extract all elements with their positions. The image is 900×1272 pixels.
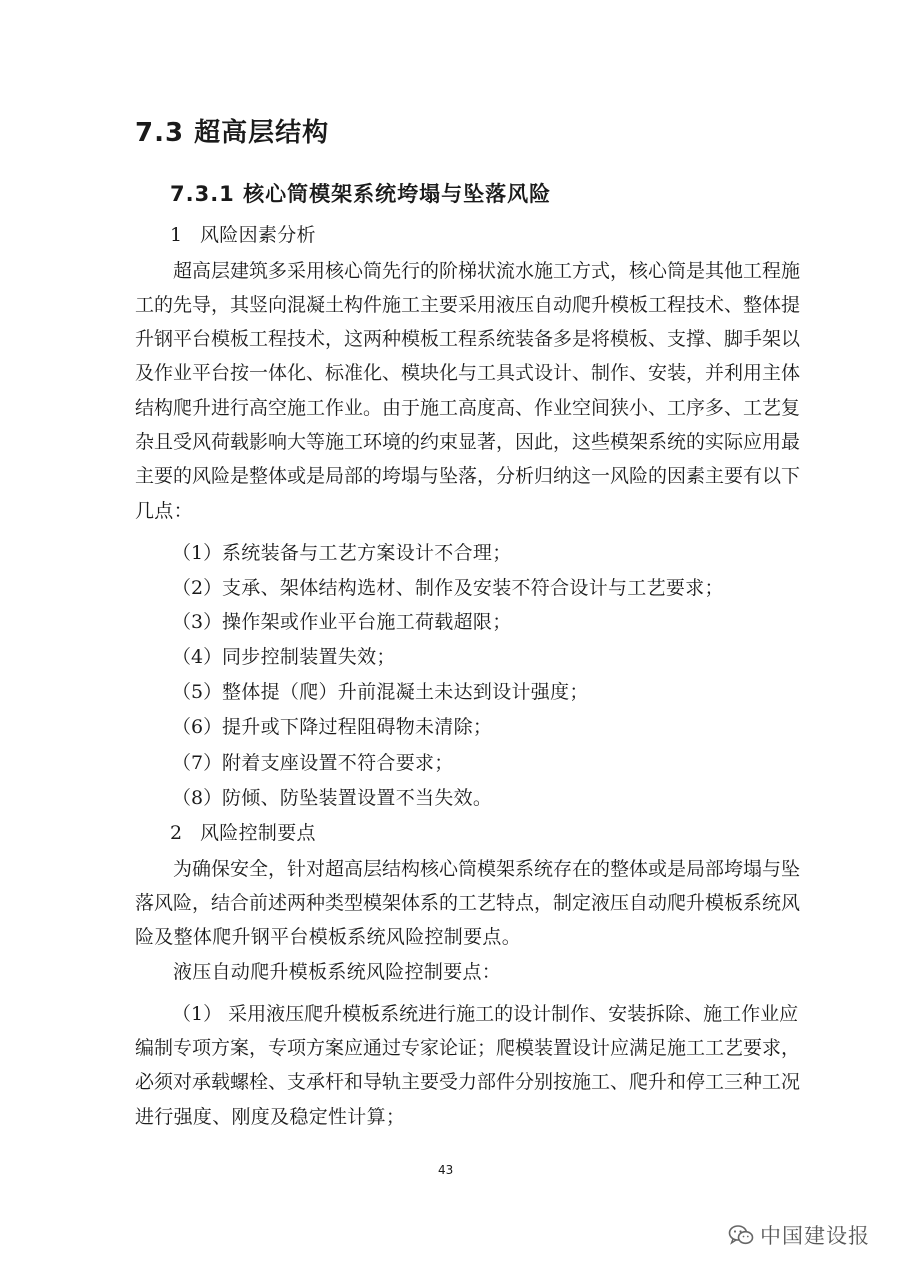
page-number: 43: [438, 1163, 454, 1177]
list-item: 提升或下降过程阻碍物未清除；: [222, 716, 493, 738]
brand-name: 中国建设报: [760, 1224, 870, 1248]
brand-watermark: [728, 1221, 870, 1249]
list-item-number: （8）: [172, 787, 223, 809]
list-item: 系统装备与工艺方案设计不合理；: [222, 542, 512, 564]
part2-heading-number: 2: [170, 822, 183, 844]
paragraph-line: 主要的风险是整体或是局部的垮塌与坠落，分析归纳这一风险的因素主要有以下: [135, 465, 801, 487]
list-item: 支承、架体结构选材、制作及安装不符合设计与工艺要求；: [222, 577, 724, 599]
list-item-number: （7）: [172, 752, 223, 774]
list-item-number: （2）: [172, 577, 223, 599]
subsection-title: 7.3.1 核心筒模架系统垮塌与坠落风险: [170, 182, 552, 206]
paragraph-line: 及作业平台按一体化、标准化、模块化与工具式设计、制作、安装，并利用主体: [135, 362, 801, 384]
list-item: 附着支座设置不符合要求；: [222, 752, 454, 774]
wechat-icon: [728, 1224, 754, 1246]
paragraph-line: 杂且受风荷载影响大等施工环境的约束显著，因此，这些模架系统的实际应用最: [135, 431, 801, 453]
paragraph-line: 为确保安全，针对超高层结构核心筒模架系统存在的整体或是局部垮塌与坠: [173, 858, 801, 880]
paragraph-line: 进行强度、刚度及稳定性计算；: [135, 1106, 406, 1128]
list-item: 操作架或作业平台施工荷载超限；: [222, 611, 512, 633]
part1-heading-number: 1: [170, 224, 183, 246]
part2-heading: 风险控制要点: [200, 822, 316, 844]
paragraph-line: （1） 采用液压爬升模板系统进行施工的设计制作、安装拆除、施工作业应: [172, 1003, 799, 1025]
paragraph-line: 结构爬升进行高空施工作业。由于施工高度高、作业空间狭小、工序多、工艺复: [135, 397, 801, 419]
list-item-number: （4）: [172, 646, 223, 668]
list-item: 整体提（爬）升前混凝土未达到设计强度；: [222, 681, 589, 703]
paragraph-line: 工的先导，其竖向混凝土构件施工主要采用液压自动爬升模板工程技术、整体提: [135, 294, 801, 316]
list-item: 防倾、防坠装置设置不当失效。: [222, 787, 493, 809]
list-item-number: （3）: [172, 611, 223, 633]
paragraph-line: 编制专项方案，专项方案应通过专家论证；爬模装置设计应满足施工工艺要求，: [135, 1037, 801, 1059]
paragraph-line: 超高层建筑多采用核心筒先行的阶梯状流水施工方式，核心筒是其他工程施: [173, 260, 801, 282]
sub-heading: 液压自动爬升模板系统风险控制要点：: [173, 961, 502, 983]
paragraph-line: 升钢平台模板工程技术，这两种模板工程系统装备多是将模板、支撑、脚手架以: [135, 328, 801, 350]
paragraph-line: 险及整体爬升钢平台模板系统风险控制要点。: [135, 926, 522, 948]
paragraph-line: 落风险，结合前述两种类型模架体系的工艺特点，制定液压自动爬升模板系统风: [135, 892, 801, 914]
list-item-number: （5）: [172, 681, 223, 703]
section-title: 7.3 超高层结构: [135, 118, 330, 148]
paragraph-line: 必须对承载螺栓、支承杆和导轨主要受力部件分别按施工、爬升和停工三种工况: [135, 1071, 801, 1093]
list-item-number: （1）: [172, 542, 223, 564]
list-item-number: （6）: [172, 716, 223, 738]
part1-heading: 风险因素分析: [200, 224, 316, 246]
list-item: 同步控制装置失效；: [222, 646, 396, 668]
paragraph-line: 几点：: [135, 500, 193, 522]
